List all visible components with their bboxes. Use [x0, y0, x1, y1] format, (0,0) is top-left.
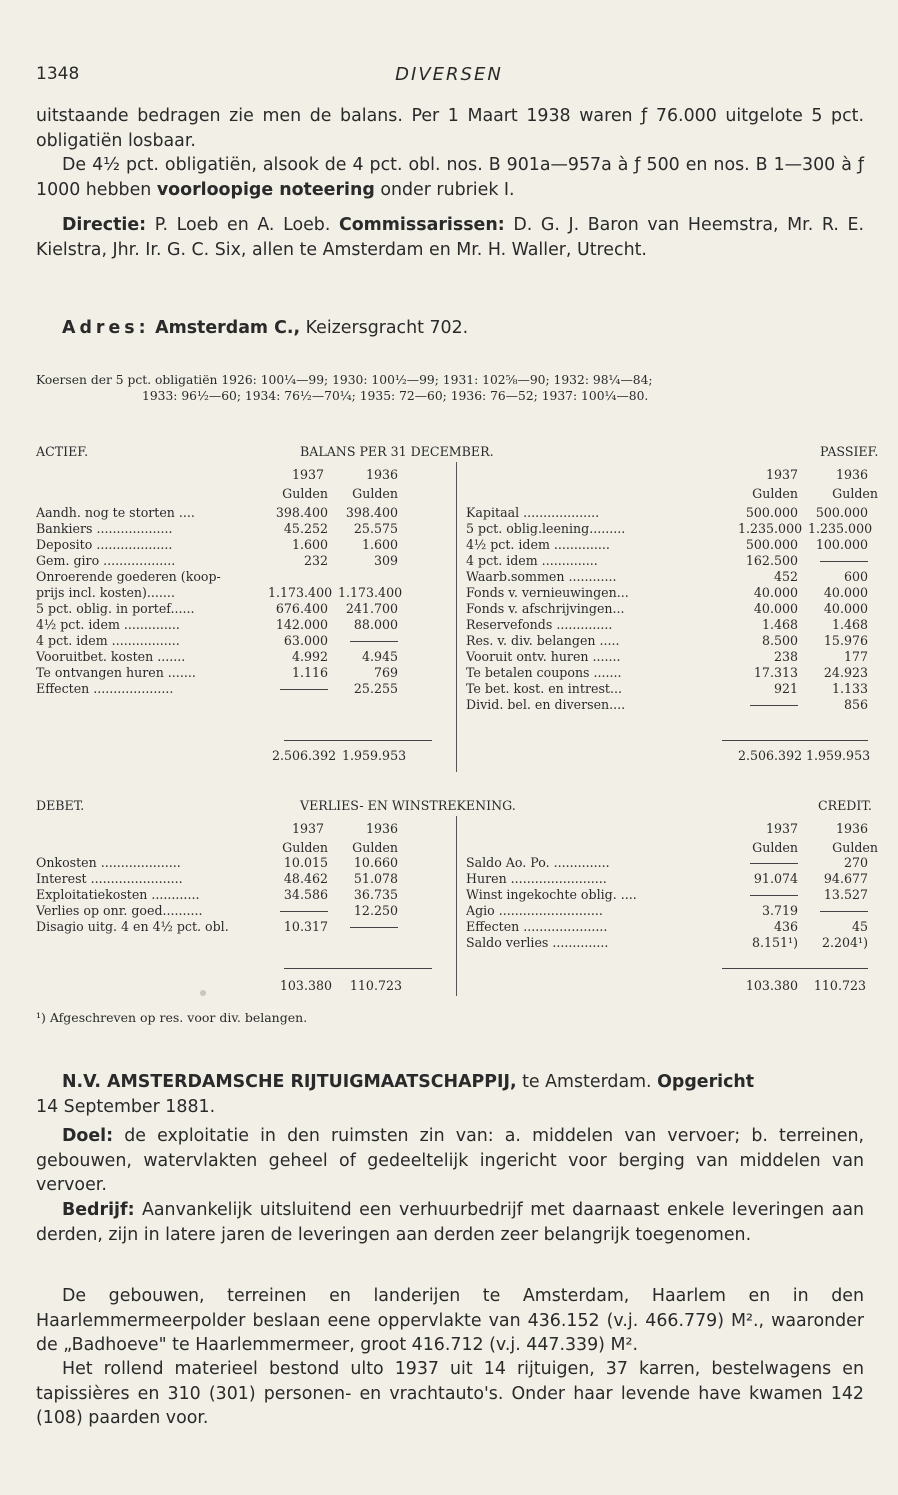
row-label: 5 pct. oblig.leening......... [466, 521, 626, 536]
value-1936: 241.700 [345, 601, 398, 616]
value-1937: 91.074 [753, 871, 798, 886]
value-1936: 2.204¹) [821, 935, 868, 950]
value-1937: 162.500 [745, 553, 798, 568]
value-1937: 4.992 [291, 649, 328, 664]
paper-speck [200, 990, 206, 996]
year-1936: 1936 [835, 467, 868, 482]
actief-total-1937: 2.506.392 [272, 748, 337, 763]
nil-dash [750, 705, 798, 706]
table-row [36, 585, 866, 601]
row-label: Disagio uitg. 4 en 4½ pct. obl. [36, 919, 229, 934]
winstrekening-title: VERLIES- EN WINSTREKENING. [300, 798, 516, 813]
value-1936: 88.000 [353, 617, 398, 632]
value-1936: 100.000 [815, 537, 868, 552]
value-1937: 34.586 [283, 887, 328, 902]
text-run: De 4½ pct. obligatiën, alsook de 4 pct. obl. nos. B 901a—957a à ƒ 500 en nos. B 1—300 à ƒ 1000 hebben [36, 155, 864, 200]
paragraph-uitstaande: uitstaande bedragen zie men de balans. Per 1 Maart 1938 waren ƒ 76.000 uitgelote 5 pct. obligatiën losbaar. [36, 106, 864, 151]
winstrekening-table [36, 798, 878, 998]
value-1937: 238 [773, 649, 798, 664]
row-label: Huren ........................ [466, 871, 607, 886]
value-1936: 1.235.000 [808, 521, 873, 536]
value-1937: 1.468 [761, 617, 798, 632]
value-1936: 40.000 [823, 585, 868, 600]
year-1936: 1936 [835, 821, 868, 836]
credit-total-1937: 103.380 [745, 978, 798, 993]
row-label: 4 pct. idem ................. [36, 633, 180, 648]
credit-total-1936: 110.723 [813, 978, 866, 993]
table-row [36, 919, 866, 935]
directie-names: P. Loeb en A. Loeb. [146, 215, 339, 235]
row-label: Fonds v. afschrijvingen... [466, 601, 625, 616]
row-label: Te betalen coupons ....... [466, 665, 622, 680]
table-row [36, 649, 866, 665]
debet-total-1937: 103.380 [279, 978, 332, 993]
nil-dash [750, 895, 798, 896]
adres-label: Adres: [62, 318, 150, 338]
year-1937: 1937 [765, 467, 798, 482]
value-1936: 500.000 [815, 505, 868, 520]
company-name: N.V. AMSTERDAMSCHE RIJTUIGMAATSCHAPPIJ, [62, 1072, 517, 1092]
table-row [36, 681, 866, 697]
row-label: Effecten .................... [36, 681, 174, 696]
unit-gulden: Gulden [752, 840, 798, 855]
paragraph-nv-title [36, 1070, 864, 1119]
row-label: 5 pct. oblig. in portef...... [36, 601, 195, 616]
table-row [36, 887, 866, 903]
table-row [36, 855, 866, 871]
value-1937: 500.000 [745, 537, 798, 552]
table-row [36, 871, 866, 887]
value-1936: 51.078 [353, 871, 398, 886]
bedrijf-label: Bedrijf: [62, 1200, 135, 1220]
value-1936: 40.000 [823, 601, 868, 616]
opgericht-date: 14 September 1881. [36, 1096, 216, 1117]
value-1936: 13.527 [823, 887, 868, 902]
value-1937: 436 [773, 919, 798, 934]
table-row [36, 665, 866, 681]
balans-table [36, 444, 879, 774]
value-1936: 45 [851, 919, 868, 934]
value-1936: 4.945 [361, 649, 398, 664]
table-row [36, 903, 866, 919]
value-1936: 177 [843, 649, 868, 664]
value-1936: 1.133 [831, 681, 868, 696]
table-row [36, 553, 866, 569]
row-label: Bankiers ................... [36, 521, 173, 536]
doel-label: Doel: [62, 1126, 114, 1146]
value-1937: 10.317 [283, 919, 328, 934]
unit-gulden: Gulden [282, 486, 328, 501]
row-label: Gem. giro .................. [36, 553, 176, 568]
value-1937: 48.462 [283, 871, 328, 886]
passief-title: PASSIEF. [820, 444, 879, 459]
value-1937: 3.719 [761, 903, 798, 918]
table-row [36, 617, 866, 633]
value-1937: 63.000 [283, 633, 328, 648]
row-label: Verlies op onr. goed.......... [36, 903, 203, 918]
row-label: 4 pct. idem .............. [466, 553, 598, 568]
value-1937: 142.000 [275, 617, 328, 632]
value-1936: 270 [843, 855, 868, 870]
unit-gulden: Gulden [752, 486, 798, 501]
value-1937: 500.000 [745, 505, 798, 520]
value-1937: 398.400 [275, 505, 328, 520]
value-1937: 1.116 [291, 665, 328, 680]
row-label: Agio .......................... [466, 903, 603, 918]
unit-gulden: Gulden [352, 486, 398, 501]
table-row [36, 537, 866, 553]
row-label: Te bet. kost. en intrest... [466, 681, 622, 696]
year-1936: 1936 [365, 821, 398, 836]
value-1936: 15.976 [823, 633, 868, 648]
koersen-line-1: Koersen der 5 pct. obligatiën 1926: 100¼—99; 1930: 100½—99; 1931: 102⅝—90; 1932: 98¼—84; [36, 373, 653, 387]
table-row [36, 521, 873, 537]
row-label: Saldo Ao. Po. .............. [466, 855, 610, 870]
value-1936: 25.575 [353, 521, 398, 536]
passief-total-1936: 1.959.953 [806, 748, 871, 763]
row-label: Te ontvangen huren ....... [36, 665, 196, 680]
bedrijf-text: Aanvankelijk uitsluitend een verhuurbedrijf met daarnaast enkele leveringen aan derden, zijn in latere jaren de leveringen aan derden zeer belangrijk toegenomen. [36, 1200, 864, 1245]
value-1937: 452 [773, 569, 798, 584]
value-1937: 8.500 [761, 633, 798, 648]
row-label: Onroerende goederen (koop- [36, 569, 221, 584]
nil-dash [820, 561, 868, 562]
row-label: 4½ pct. idem .............. [466, 537, 610, 552]
value-1936: 398.400 [345, 505, 398, 520]
paragraph-obligaties [36, 153, 864, 202]
total-rule [722, 968, 868, 969]
nil-dash [750, 863, 798, 864]
debet-title: DEBET. [36, 798, 85, 813]
actief-title: ACTIEF. [36, 444, 89, 459]
row-label: Onkosten .................... [36, 855, 181, 870]
balans-title: BALANS PER 31 DECEMBER. [300, 444, 494, 459]
adres-street: Keizersgracht 702. [300, 318, 469, 338]
value-1937: 40.000 [753, 585, 798, 600]
koersen-block [36, 372, 864, 404]
paragraph-gebouwen: De gebouwen, terreinen en landerijen te Amsterdam, Haarlem en in den Haarlemmermeerpolder beslaan eene oppervlakte van 436.152 (v.j. 466.779) M²., waaronder de „Badhoeve" te Haarlemmermeer, groot 416.712 (v.j. 447.339) M². [36, 1286, 864, 1355]
value-1936: 12.250 [353, 903, 398, 918]
value-1937: 45.252 [283, 521, 328, 536]
row-label: Winst ingekochte oblig. .... [466, 887, 637, 902]
row-label: Reservefonds .............. [466, 617, 613, 632]
nil-dash [820, 911, 868, 912]
table-row [36, 569, 866, 585]
table-row [36, 697, 866, 713]
noteering-emphasis: voorloopige noteering [156, 179, 375, 200]
adres-city: Amsterdam C., [155, 318, 301, 338]
value-1937: 17.313 [753, 665, 798, 680]
footnote: ¹) Afgeschreven op res. voor div. belangen. [36, 1010, 308, 1025]
value-1936: 769 [373, 665, 398, 680]
value-1936: 309 [373, 553, 398, 568]
value-1937: 921 [773, 681, 798, 696]
value-1937: 1.173.400 [268, 585, 333, 600]
commissarissen-names: D. G. J. Baron van Heemstra, Mr. R. E. Kielstra, Jhr. Ir. G. C. Six, allen te Amsterdam en Mr. H. Waller, Utrecht. [36, 215, 864, 260]
row-label: Deposito ................... [36, 537, 173, 552]
year-1937: 1937 [291, 467, 324, 482]
company-location: te Amsterdam. [516, 1072, 658, 1092]
value-1937: 8.151¹) [751, 935, 798, 950]
unit-gulden: Gulden [832, 486, 878, 501]
value-1937: 1.600 [291, 537, 328, 552]
value-1937: 232 [303, 553, 328, 568]
directie-label: Directie: [62, 215, 147, 235]
text-run: onder rubriek I. [374, 179, 515, 200]
total-rule [284, 740, 432, 741]
year-1937: 1937 [765, 821, 798, 836]
table-row [36, 839, 866, 855]
unit-gulden: Gulden [352, 840, 398, 855]
table-row [36, 505, 866, 521]
credit-title: CREDIT. [818, 798, 872, 813]
row-label: Divid. bel. en diversen.... [466, 697, 626, 712]
value-1936: 856 [843, 697, 868, 712]
row-label: Kapitaal ................... [466, 505, 600, 520]
value-1937: 676.400 [275, 601, 328, 616]
debet-total-1936: 110.723 [349, 978, 402, 993]
value-1937: 40.000 [753, 601, 798, 616]
actief-total-1936: 1.959.953 [342, 748, 407, 763]
row-label: Waarb.sommen ............ [466, 569, 617, 584]
page-number: 1348 [36, 64, 80, 84]
doel-text: de exploitatie in den ruimsten zin van: a. middelen van vervoer; b. terreinen, gebouwen, watervlakten geheel of gedeeltelijk ingericht voor berging van middelen van vervoer. [36, 1126, 864, 1195]
value-1937: 10.015 [283, 855, 328, 870]
page-header [36, 64, 862, 88]
total-rule [722, 740, 868, 741]
paragraph-adres [36, 316, 864, 341]
row-label: 4½ pct. idem .............. [36, 617, 180, 632]
value-1936: 94.677 [823, 871, 868, 886]
unit-gulden: Gulden [282, 840, 328, 855]
row-label: Vooruitbet. kosten ....... [36, 649, 186, 664]
paragraph-directie [36, 213, 864, 262]
value-1936: 24.923 [823, 665, 868, 680]
row-label: Vooruit ontv. huren ....... [466, 649, 621, 664]
total-rule [284, 968, 432, 969]
value-1936: 1.468 [831, 617, 868, 632]
value-1937: 1.235.000 [738, 521, 803, 536]
row-label: Aandh. nog te storten .... [36, 505, 195, 520]
row-label: Interest ....................... [36, 871, 183, 886]
value-1936: 1.173.400 [338, 585, 403, 600]
paragraph-doel [36, 1124, 864, 1198]
value-1936: 36.735 [353, 887, 398, 902]
commissarissen-label: Commissarissen: [338, 215, 505, 235]
row-label: Fonds v. vernieuwingen... [466, 585, 629, 600]
paragraph-bedrijf [36, 1198, 864, 1247]
table-row [36, 935, 866, 951]
paragraph-materieel: Het rollend materieel bestond ulto 1937 uit 14 rijtuigen, 37 karren, bestelwagens en tapissières en 310 (301) personen- en vrachtauto's. Onder haar levende have kwamen 142 (108) paarden voor. [36, 1359, 864, 1428]
table-row [36, 601, 866, 617]
koersen-line-2: 1933: 96½—60; 1934: 76½—70¼; 1935: 72—60; 1936: 76—52; 1937: 100¼—80. [142, 389, 649, 403]
row-label: Exploitatiekosten ............ [36, 887, 200, 902]
year-1937: 1937 [291, 821, 324, 836]
value-1936: 1.600 [361, 537, 398, 552]
passief-total-1937: 2.506.392 [738, 748, 803, 763]
value-1936: 600 [843, 569, 868, 584]
row-label: Saldo verlies .............. [466, 935, 609, 950]
row-label: Effecten ..................... [466, 919, 608, 934]
unit-gulden: Gulden [832, 840, 878, 855]
value-1936: 25.255 [353, 681, 398, 696]
opgericht-label: Opgericht [657, 1072, 755, 1092]
running-title: DIVERSEN [395, 64, 503, 85]
value-1936: 10.660 [353, 855, 398, 870]
row-label: Res. v. div. belangen ..... [466, 633, 620, 648]
year-1936: 1936 [365, 467, 398, 482]
table-row [36, 633, 866, 649]
row-label: prijs incl. kosten)....... [36, 585, 175, 600]
